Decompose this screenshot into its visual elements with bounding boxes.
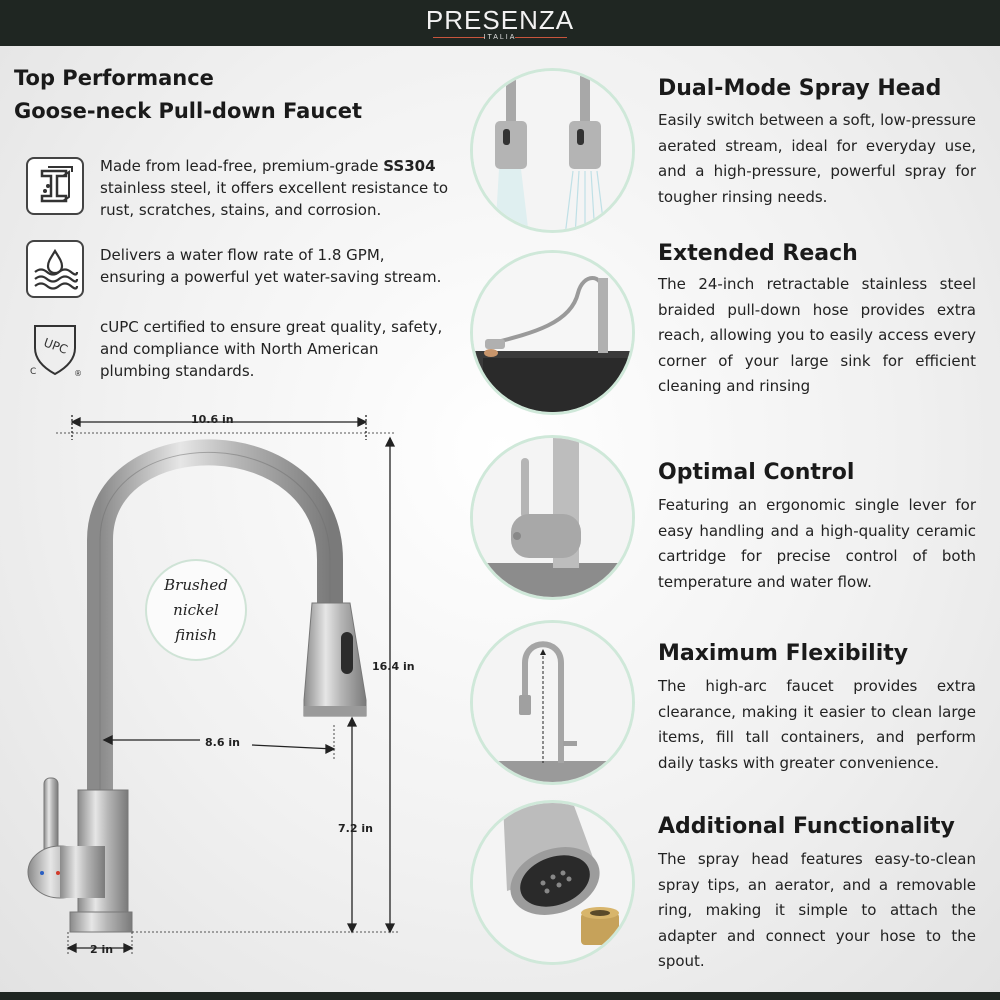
faucet-illustration [0, 410, 440, 970]
faucet-spout [100, 452, 330, 910]
material-grade: SS304 [383, 157, 436, 175]
dimension-reach: 8.6 in [205, 736, 240, 749]
section-body-extended-reach: The 24-inch retractable stainless steel braided pull-down hose provides extra reach, allowing you to easily access every corner of your large sink for efficient cleaning and rinsing [658, 275, 976, 395]
feature-certification-text: cUPC certified to ensure great quality, safety, and compliance with North American plumbing standards. [100, 318, 443, 380]
dimension-height: 16.4 in [372, 660, 415, 673]
finish-label: Brushed nickel finish [164, 575, 228, 644]
dimension-base: 2 in [90, 943, 114, 956]
page-title-line-1: Top Performance [14, 66, 214, 90]
water-drop-waves-icon [26, 240, 84, 298]
single-lever-image [470, 435, 635, 600]
spray-modes-image [470, 68, 635, 233]
steel-beam-icon [26, 157, 84, 215]
cupc-reg-label: ® [74, 369, 82, 378]
cupc-upc-label: UPC [41, 335, 70, 357]
faucet-lever [44, 778, 58, 854]
footer-bar [0, 992, 1000, 1000]
section-title-additional-functionality: Additional Functionality [658, 814, 955, 839]
feature-flow-rate-text: Delivers a water flow rate of 1.8 GPM, ensuring a powerful yet water-saving stream. [100, 246, 442, 286]
high-arc-image [470, 620, 635, 785]
cupc-c-label: C [30, 367, 37, 377]
section-body-maximum-flexibility: The high-arc faucet provides extra clearance, making it easier to clean large items, fill tall containers, and perform daily tasks with greater convenience. [658, 677, 976, 772]
section-body-optimal-control: Featuring an ergonomic single lever for easy handling and a high-quality ceramic cartridge for precise control of both temperature and water flow. [658, 496, 976, 591]
spray-head-detail-image [470, 800, 635, 965]
section-title-extended-reach: Extended Reach [658, 241, 858, 266]
finish-badge [145, 559, 247, 661]
brand-logo: PRESENZA [425, 5, 575, 35]
dimension-width: 10.6 in [191, 413, 234, 426]
section-title-optimal-control: Optimal Control [658, 460, 855, 485]
extended-reach-image [470, 250, 635, 415]
feature-material-text: Made from lead-free, premium-grade SS304 stainless steel, it offers excellent resistance to rust, scratches, stains, and corrosion. [100, 157, 449, 219]
spray-head [304, 603, 366, 716]
section-title-dual-mode: Dual-Mode Spray Head [658, 76, 942, 101]
section-body-dual-mode: Easily switch between a soft, low-pressure aerated stream, ideal for everyday use, and a high-pressure, powerful spray for tougher rinsing needs. [658, 111, 976, 206]
brand-subtitle: ITALIA [483, 34, 517, 41]
section-body-additional-functionality: The spray head features easy-to-clean spray tips, an aerator, and a removable ring, making it simple to attach the adapter and connect your hose to the spout. [658, 850, 976, 970]
section-title-maximum-flexibility: Maximum Flexibility [658, 641, 909, 666]
cupc-shield-icon [26, 320, 84, 378]
dimension-spout-height: 7.2 in [338, 822, 373, 835]
page-title-line-2: Goose-neck Pull-down Faucet [14, 99, 363, 123]
